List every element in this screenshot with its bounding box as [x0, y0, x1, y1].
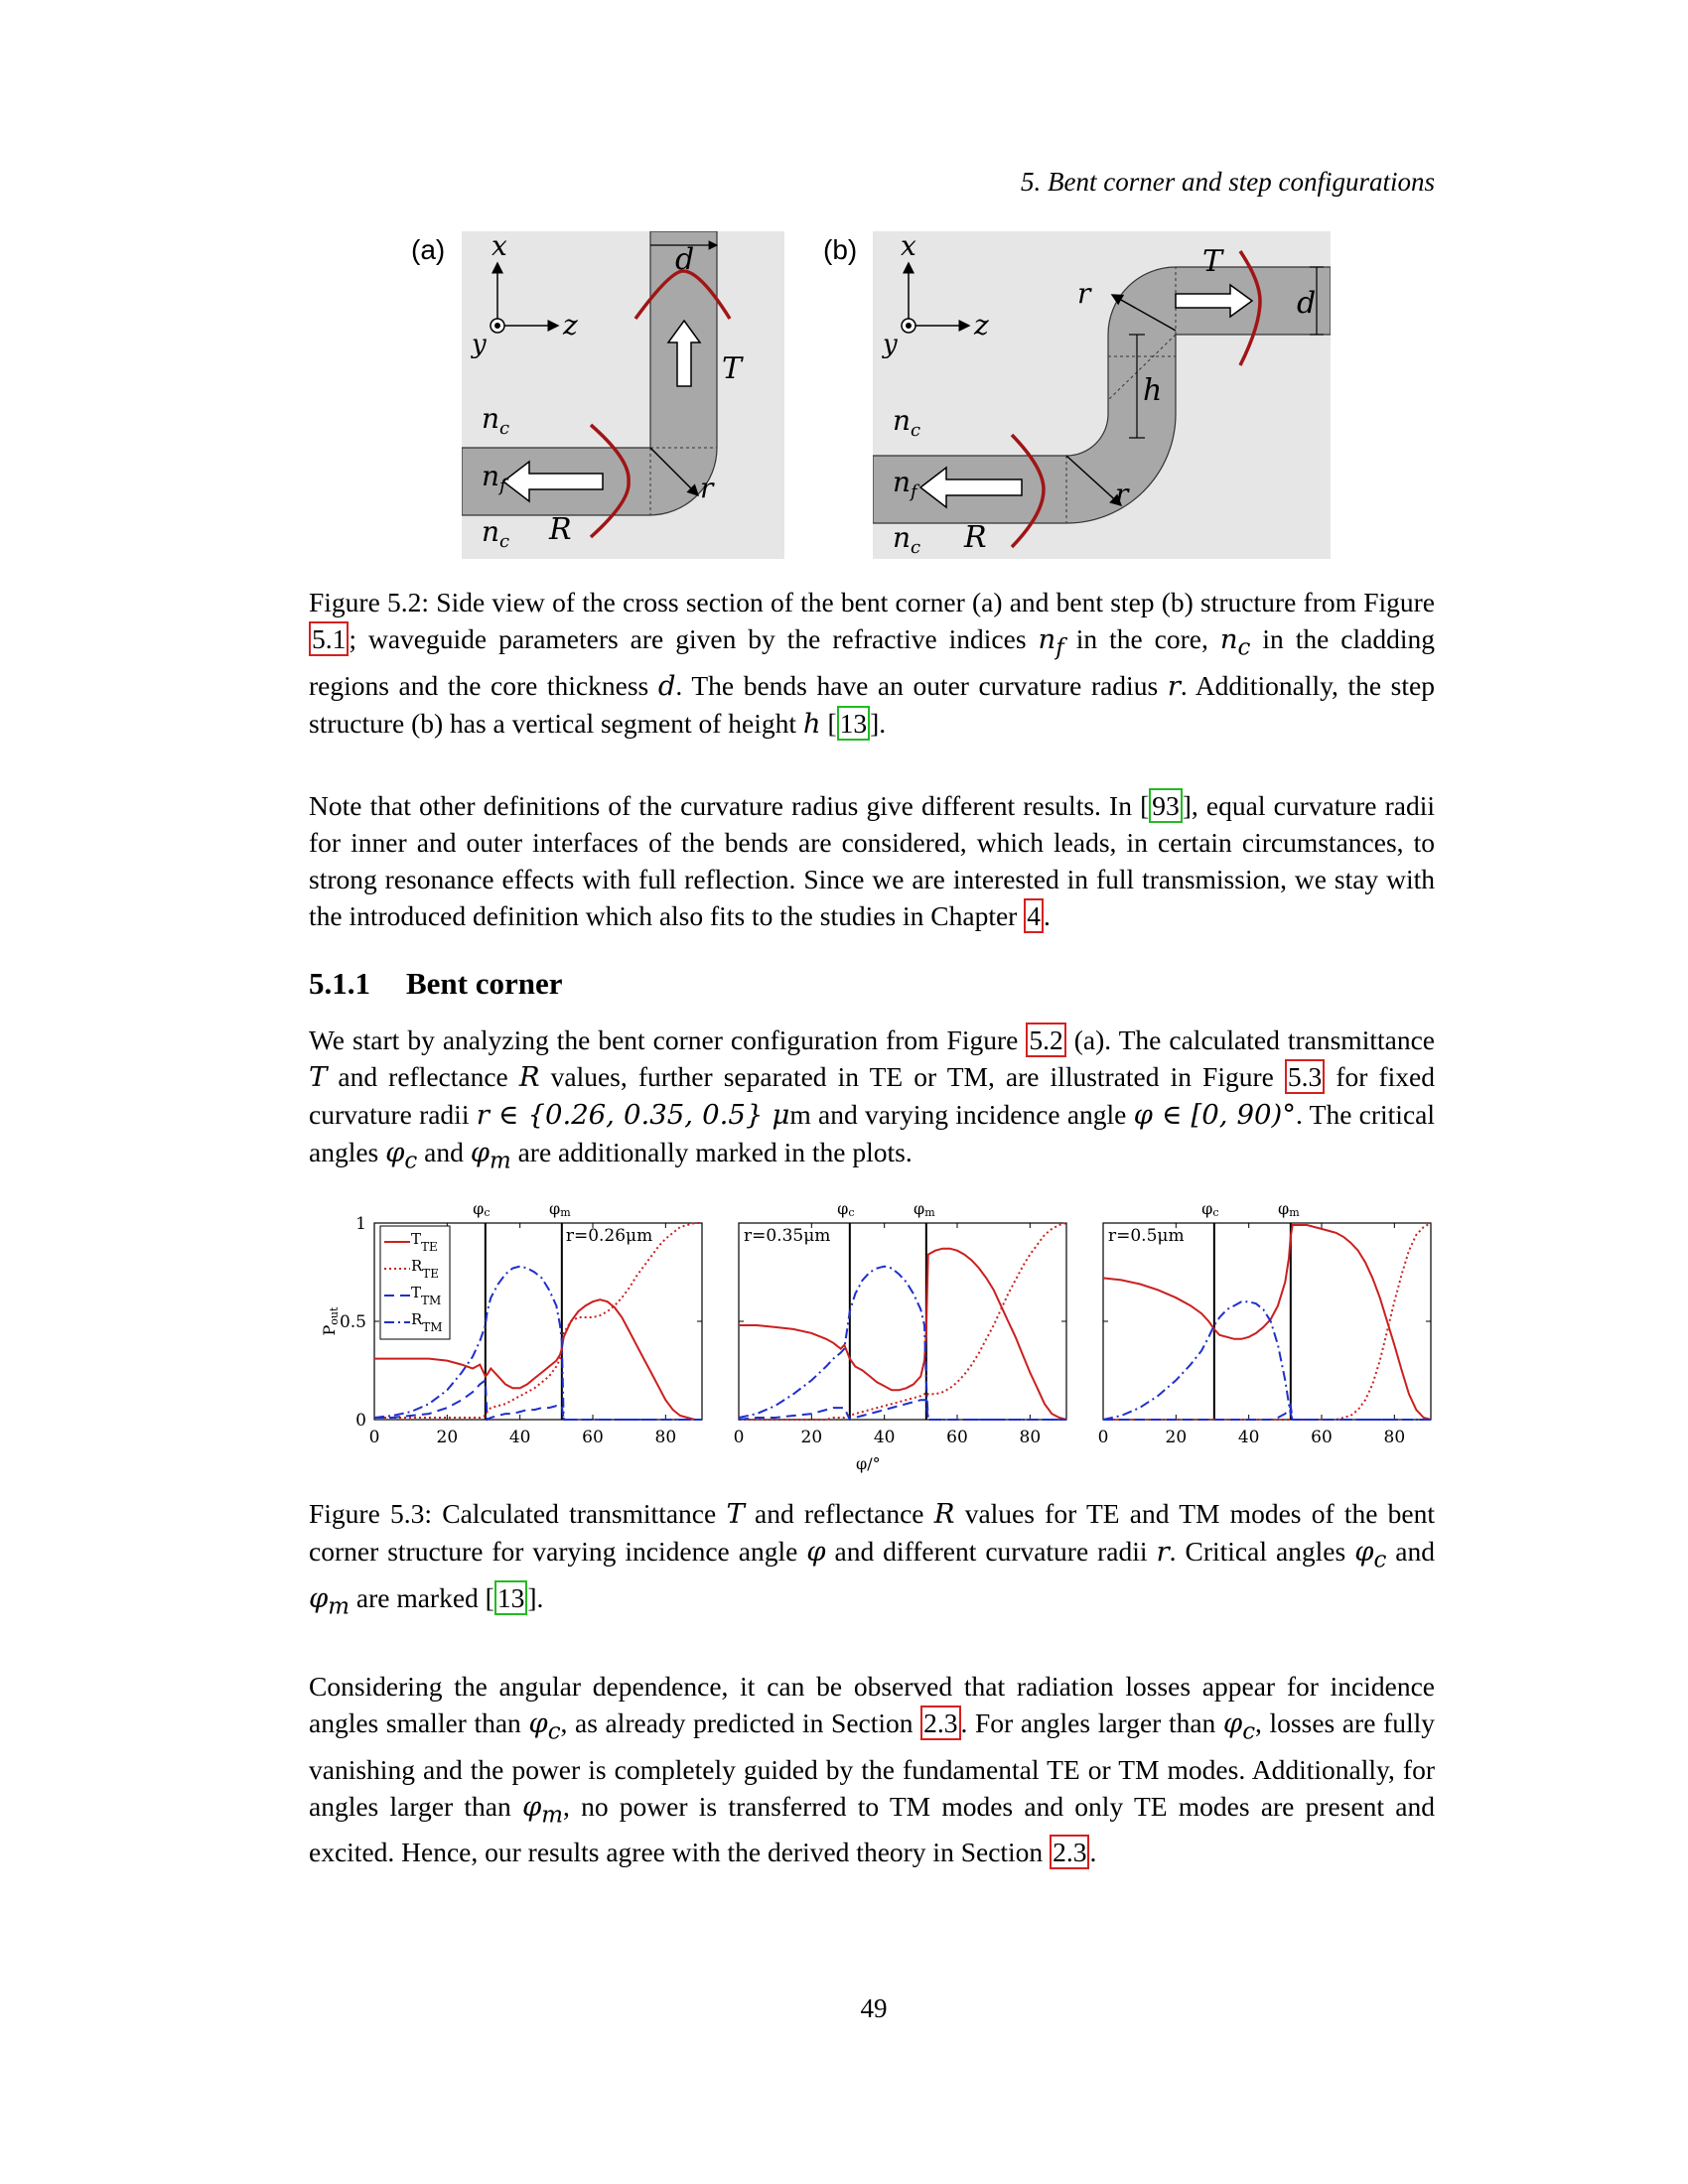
svg-text:nf: $n_f$ [482, 460, 506, 496]
paragraph-angular-dependence: Considering the angular dependence, it can be observed that radiation losses appear for incidence angles smaller than $\varphi_c$, as already predicted in Section 2.3 . For angles larger than $\varphi_c$, losses are fully vanishing and the power is completely guided by the fundamental TE or TM modes. Additionally, for angles larger than $\varphi_m$, no power is transferred to TM modes and only TE modes are present and excited. Hence, our results agree with the derived theory in Section 2.3 . [309, 1671, 1435, 1867]
svg-text:x: x [901, 231, 916, 262]
x-tick-label: 20 [800, 1428, 823, 1447]
plot-frame [1103, 1223, 1431, 1420]
page-number: 49 [860, 1993, 888, 2023]
x-tick-label: 60 [582, 1428, 604, 1447]
bent-corner-diagram [462, 231, 784, 559]
x-tick-label: 20 [436, 1428, 459, 1447]
x-tick-label: 80 [654, 1428, 677, 1447]
legend-label: $T_{TE}$ [411, 1230, 438, 1254]
svg-text:z: z [563, 309, 578, 341]
phi-c-label: φc [837, 1199, 855, 1219]
phi-c-label: φc [1201, 1199, 1219, 1219]
y-tick-label: 0 [355, 1411, 366, 1431]
x-tick-label: 80 [1383, 1428, 1406, 1447]
running-header: 5. Bent corner and step configurations [1021, 167, 1435, 197]
figure-ref-link[interactable]: 5.1 [309, 621, 349, 656]
svg-text:R: R [964, 520, 987, 555]
figure-5-3-caption: Figure 5.3: Calculated transmittance T and reflectance R values for TE and TM modes of the bent corner structure for varying incidence angle φ and different curvature radii r. Critical angles $\varphi_c$ and $\varphi_m$ are marked [ 13 ]. [309, 1498, 1435, 1619]
svg-text:r: r [700, 472, 714, 504]
phi-m-label: φm [914, 1199, 935, 1219]
svg-text:d: d [675, 242, 695, 277]
section-ref-link[interactable]: 2.3 [1050, 1835, 1089, 1869]
legend-label: $R_{TE}$ [411, 1257, 440, 1281]
x-tick-label: 40 [873, 1428, 896, 1447]
svg-text:r: r [1077, 277, 1091, 310]
phi-m-label: φm [1278, 1199, 1300, 1219]
chapter-ref-link[interactable]: 4 [1024, 898, 1044, 933]
x-tick-label: 20 [1165, 1428, 1188, 1447]
paragraph-curvature: Note that other definitions of the curvature radius give different results. In [ 93 ], equal curvature radii for inner and outer interfaces of the bends are considered, which leads, in certain circumstances, to strong resonance effects with full reflection. Since we are interested in full transmission, we stay with the introduced definition which also fits to the studies in Chapter 4 . [309, 790, 1435, 931]
x-tick-label: 40 [508, 1428, 531, 1447]
figure-5-3-chart [303, 1186, 1445, 1474]
figure-ref-link[interactable]: 5.2 [1026, 1023, 1065, 1057]
section-heading: 5.1.1 Bent corner [309, 966, 563, 1001]
phi-m-label: φm [549, 1199, 571, 1219]
legend-label: $R_{TM}$ [411, 1310, 443, 1334]
paragraph-bent-corner: We start by analyzing the bent corner configuration from Figure 5.2 (a). The calculated transmittance T and reflectance R values, further separated in TE or TM, are illustrated in Figure 5.3 for fixed curvature radii r ∈ {0.26, 0.35, 0.5} μm and varying incidence angle φ ∈ [0, 90)°. The critical angles $\varphi_c$ and $\varphi_m$ are additionally marked in the plots. [309, 1024, 1436, 1174]
svg-text:nc: $n_c$ [893, 521, 921, 558]
figure-ref-link[interactable]: 5.3 [1285, 1059, 1325, 1094]
svg-text:R: R [549, 512, 572, 547]
svg-text:x: x [492, 231, 507, 262]
svg-text:nc: $n_c$ [482, 402, 510, 439]
figure-5-2-caption: Figure 5.2: Side view of the cross section of the bent corner (a) and bent step (b) structure from Figure 5.1 ; waveguide parameters are given by the refractive indices $n_f$ in the core, $n_c$ in the cladding regions and the core thickness d. The bends have an outer curvature radius r. Additionally, the step structure (b) has a vertical segment of height h [ 13 ]. [309, 587, 1435, 740]
phi-c-label: φc [473, 1199, 491, 1219]
citation-link[interactable]: 93 [1149, 788, 1183, 823]
svg-text:nc: $n_c$ [893, 404, 921, 441]
svg-text:T: T [722, 351, 743, 386]
y-tick-label: 1 [355, 1214, 366, 1234]
panel-radius-label: r=0.26μm [565, 1226, 653, 1246]
svg-text:y: y [472, 330, 487, 359]
svg-text:h: h [1143, 373, 1163, 408]
x-tick-label: 0 [368, 1428, 380, 1447]
panel-a-label: (a) [411, 234, 446, 265]
svg-text:y: y [883, 330, 898, 359]
y-axis-label: Pout [320, 1306, 341, 1336]
section-ref-link[interactable]: 2.3 [920, 1706, 960, 1740]
svg-text:nf: $n_f$ [893, 466, 917, 502]
y-tick-label: 0.5 [339, 1312, 366, 1332]
x-tick-label: 60 [946, 1428, 968, 1447]
bent-step-diagram [873, 231, 1331, 559]
svg-text:r: r [1115, 478, 1129, 510]
legend-label: $T_{TM}$ [411, 1284, 442, 1307]
panel-radius-label: r=0.5μm [1108, 1226, 1185, 1246]
citation-link[interactable]: 13 [837, 706, 871, 741]
svg-text:T: T [1202, 244, 1223, 279]
x-tick-label: 40 [1237, 1428, 1260, 1447]
svg-text:d: d [1297, 286, 1317, 321]
citation-link[interactable]: 13 [494, 1580, 528, 1615]
x-tick-label: 0 [733, 1428, 745, 1447]
x-tick-label: 60 [1311, 1428, 1333, 1447]
x-tick-label: 0 [1097, 1428, 1109, 1447]
x-axis-label: φ/° [856, 1454, 881, 1473]
svg-text:z: z [974, 309, 989, 341]
x-tick-label: 80 [1019, 1428, 1042, 1447]
svg-text:nc: $n_c$ [482, 515, 510, 552]
panel-radius-label: r=0.35μm [744, 1226, 831, 1246]
panel-b-label: (b) [823, 234, 858, 265]
